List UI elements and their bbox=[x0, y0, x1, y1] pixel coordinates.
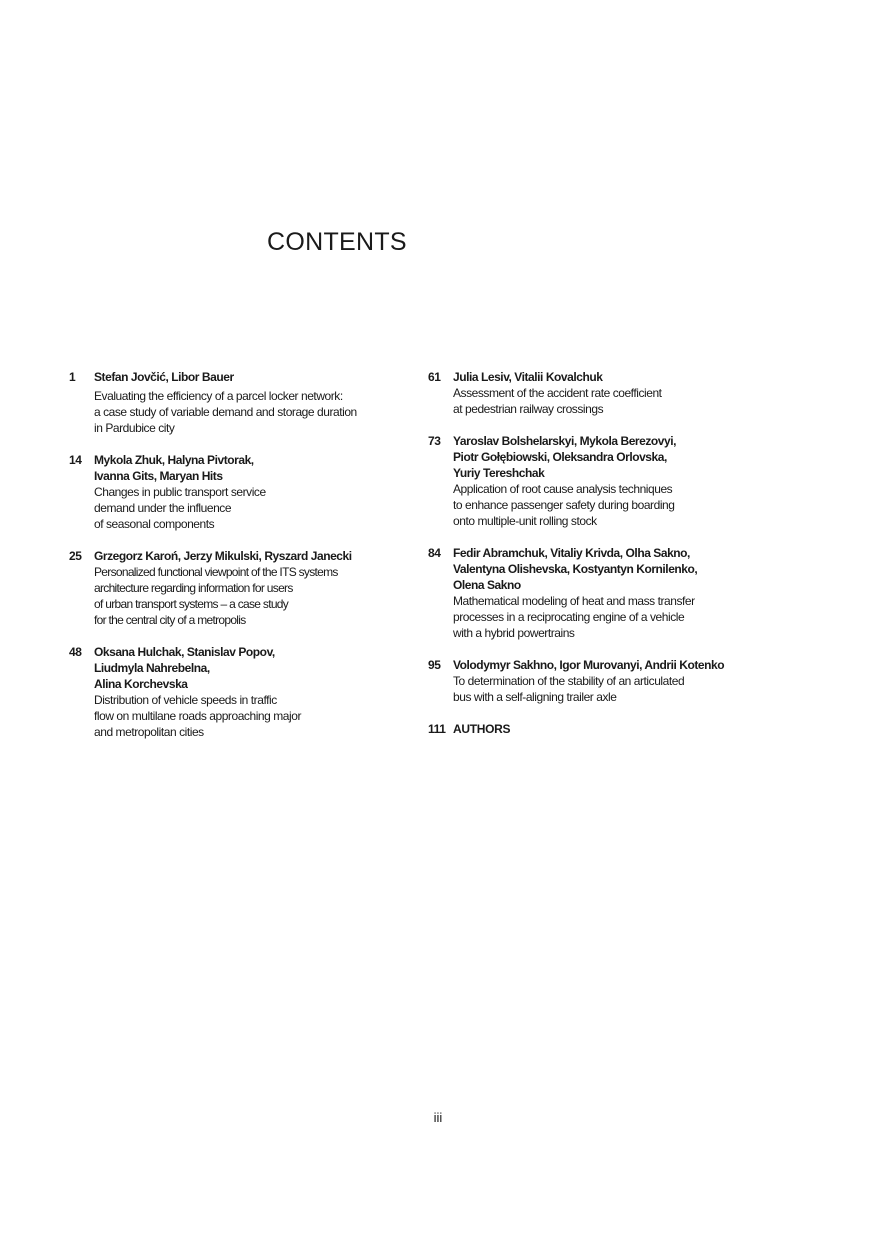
toc-entry-authors: Oksana Hulchak, Stanislav Popov, Liudmyla Nahrebelna, Alina Korchevska bbox=[94, 645, 275, 691]
toc-entry-page: 14 bbox=[69, 453, 82, 467]
toc-entry-authors: Volodymyr Sakhno, Igor Murovanyi, Andrii Kotenko bbox=[453, 658, 725, 672]
toc-entry[interactable] bbox=[69, 644, 399, 740]
toc-entry-title: Distribution of vehicle speeds in traffic flow on multilane roads approaching major and metropolitan cities bbox=[94, 693, 302, 739]
toc-entry-page: 84 bbox=[428, 546, 441, 560]
toc-entry[interactable] bbox=[428, 369, 778, 417]
toc-entry-authors: Grzegorz Karoń, Jerzy Mikulski, Ryszard Janecki bbox=[94, 549, 352, 563]
toc-entry-page: 48 bbox=[69, 645, 82, 659]
toc-entry-authors: Julia Lesiv, Vitalii Kovalchuk bbox=[453, 370, 603, 384]
toc-entry-authors: Mykola Zhuk, Halyna Pivtorak, Ivanna Gits, Maryan Hits bbox=[94, 453, 254, 483]
toc-entry-title: Evaluating the efficiency of a parcel locker network: a case study of variable demand and storage duration in Pardubice city bbox=[94, 389, 357, 435]
toc-entry-page: 61 bbox=[428, 370, 441, 384]
toc-entry[interactable] bbox=[69, 452, 399, 532]
toc-entry[interactable] bbox=[428, 657, 778, 705]
toc-entry-page: 95 bbox=[428, 658, 441, 672]
toc-entry-title: To determination of the stability of an articulated bus with a self-aligning trailer axle bbox=[453, 674, 685, 704]
toc-entry-title: Personalized functional viewpoint of the ITS systems architecture regarding information for users of urban transport systems – a case study for the central city of a metropolis bbox=[94, 565, 338, 627]
toc-entry-title: Assessment of the accident rate coefficient at pedestrian railway crossings bbox=[453, 386, 662, 416]
toc-entry[interactable] bbox=[69, 369, 399, 436]
toc-entry-authors-index[interactable] bbox=[428, 721, 778, 737]
contents-right-column bbox=[428, 369, 778, 737]
toc-entry-title: Changes in public transport service demand under the influence of seasonal components bbox=[94, 485, 266, 531]
toc-entry[interactable] bbox=[428, 433, 778, 529]
toc-entry[interactable] bbox=[69, 548, 399, 628]
contents-left-column bbox=[69, 369, 399, 740]
toc-entry[interactable] bbox=[428, 545, 778, 641]
toc-entry-page: 73 bbox=[428, 434, 441, 448]
page-number: iii bbox=[433, 1110, 443, 1125]
toc-entry-page: 111 bbox=[428, 722, 446, 736]
toc-entry-page: 1 bbox=[69, 370, 76, 384]
toc-entry-authors: Fedir Abramchuk, Vitaliy Krivda, Olha Sakno, Valentyna Olishevska, Kostyantyn Kornilenko, Olena Sakno bbox=[453, 546, 698, 592]
toc-entry-title: Application of root cause analysis techniques to enhance passenger safety during boarding onto multiple-unit rolling stock bbox=[453, 482, 675, 528]
authors-index-label: AUTHORS bbox=[453, 722, 511, 736]
toc-entry-page: 25 bbox=[69, 549, 82, 563]
toc-entry-authors: Yaroslav Bolshelarskyi, Mykola Berezovyi, Piotr Gołębiowski, Oleksandra Orlovska, Yuriy Tereshchak bbox=[453, 434, 677, 480]
toc-entry-authors: Stefan Jovčić, Libor Bauer bbox=[94, 370, 234, 384]
toc-entry-title: Mathematical modeling of heat and mass transfer processes in a reciprocating engine of a vehicle with a hybrid powertrains bbox=[453, 594, 695, 640]
page-title: CONTENTS bbox=[267, 228, 407, 256]
